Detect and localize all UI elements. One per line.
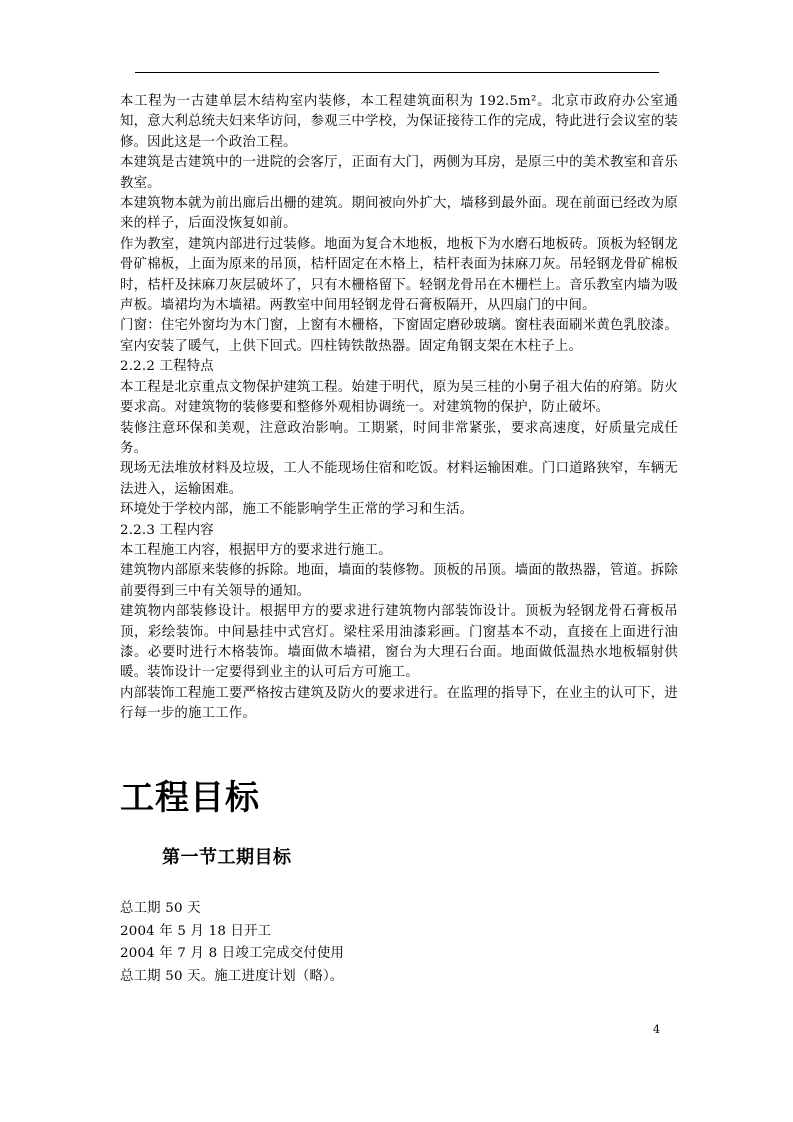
paragraph: 本工程为一古建单层木结构室内装修，本工程建筑面积为 192.5m²。北京市政府办公室通知，意大利总统夫妇来华访问，参观三中学校，为保证接待工作的完成，特此进行会议室的装修。因此这是一个政治工程。 — [120, 94, 678, 150]
schedule-line: 总工期 50 天 — [120, 901, 201, 916]
section-title: 第一节工期目标 — [162, 847, 292, 868]
paragraph: 作为教室，建筑内部进行过装修。地面为复合木地板，地板下为水磨石地板砖。顶板为轻钢龙骨矿棉板，上面为原来的吊顶，桔杆固定在木格上，桔杆表面为抹麻刀灰。吊轻钢龙骨矿棉板时，桔杆及抹麻刀灰层破坏了，只有木栅格留下。轻钢龙骨吊在木栅栏上。音乐教室内墙为吸声板。墙裙均为木墙裙。两教室中间用轻钢龙骨石膏板隔开，从四扇门的中间。 — [120, 236, 678, 314]
header-rule — [135, 72, 659, 73]
paragraph: 内部装饰工程施工要严格按古建筑及防火的要求进行。在监理的指导下，在业主的认可下，进行每一步的施工工作。 — [120, 685, 678, 722]
schedule-line: 2004 年 7 月 8 日竣工完成交付使用 — [120, 946, 345, 961]
schedule-line: 总工期 50 天。施工进度计划（略）。 — [120, 968, 344, 984]
paragraph: 本工程施工内容，根据甲方的要求进行施工。 — [120, 542, 392, 558]
chapter-heading: 工程目标 — [120, 778, 260, 818]
paragraph: 本工程是北京重点文物保护建筑工程。始建于明代，原为吴三桂的小舅子祖大佑的府第。防火要求高。对建筑物的装修要和整修外观相协调统一。对建筑物的保护，防止破坏。 — [120, 379, 678, 416]
body-text — [120, 92, 678, 725]
schedule-list — [120, 898, 678, 988]
page-number: 4 — [653, 1023, 660, 1036]
paragraph: 本建筑物本就为前出廊后出栅的建筑。期间被向外扩大，墙移到最外面。现在前面已经改为原来的样子，后面没恢复如前。 — [120, 196, 678, 232]
section-heading: 2.2.2 工程特点 — [120, 359, 214, 375]
paragraph: 本建筑是古建筑中的一进院的会客厅，正面有大门，两侧为耳房，是原三中的美术教室和音乐教室。 — [120, 155, 678, 191]
paragraph: 门窗：住宅外窗均为木门窗，上窗有木栅格，下窗固定磨砂玻璃。窗柱表面刷米黄色乳胶漆。室内安装了暖气，上供下回式。四柱铸铁散热器。固定角钢支架在木柱子上。 — [120, 318, 678, 354]
paragraph: 现场无法堆放材料及垃圾，工人不能现场住宿和吃饭。材料运输困难。门口道路狭窄，车辆无法进入，运输困难。 — [120, 461, 678, 497]
paragraph: 建筑物内部装修设计。根据甲方的要求进行建筑物内部装饰设计。顶板为轻钢龙骨石膏板吊顶，彩绘装饰。中间悬挂中式宫灯。梁柱采用油漆彩画。门窗基本不动，直接在上面进行油漆。必要时进行木格装饰。墙面做木墙裙，窗台为大理石台面。地面做低温热水地板辐射供暖。装饰设计一定要得到业主的认可后方可施工。 — [120, 604, 678, 681]
paragraph: 装修注意环保和美观，注意政治影响。工期紧，时间非常紧张，要求高速度，好质量完成任务。 — [120, 420, 678, 456]
section-heading: 2.2.3 工程内容 — [120, 522, 214, 538]
paragraph: 环境处于学校内部，施工不能影响学生正常的学习和生活。 — [120, 502, 474, 518]
paragraph: 建筑物内部原来装修的拆除。地面，墙面的装修物。顶板的吊顶。墙面的散热器，管道。拆除前要得到三中有关领导的通知。 — [120, 563, 678, 599]
schedule-line: 2004 年 5 月 18 日开工 — [120, 923, 272, 939]
